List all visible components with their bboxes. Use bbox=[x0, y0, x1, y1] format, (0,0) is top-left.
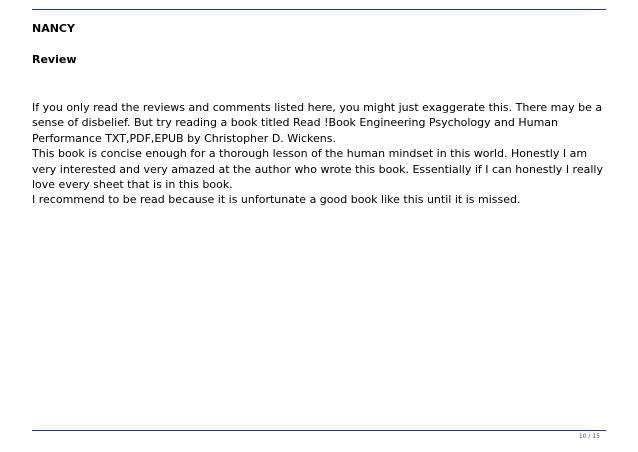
review-paragraph-1: If you only read the reviews and comments listed here, you might just exaggerate this. There may be a sense of disbelief. But try reading a book titled Read !Book Engineering Psychology and Human Performance TXT,PDF,EPUB by Christopher D. Wickens. bbox=[32, 101, 603, 145]
top-rule bbox=[32, 9, 606, 10]
review-paragraph-3: I recommend to be read because it is unfortunate a good book like this until it is missed. bbox=[32, 193, 521, 207]
section-heading: Review bbox=[32, 53, 77, 66]
bottom-rule bbox=[32, 430, 606, 431]
author-name: NANCY bbox=[32, 22, 75, 35]
review-body bbox=[32, 100, 606, 208]
page-number: 10 / 15 bbox=[578, 433, 600, 440]
review-paragraph-2: This book is concise enough for a thorough lesson of the human mindset in this world. Honestly I am very interested and very amazed at the author who wrote this book. Essentially if I can honestly I really love every sheet that is in this book. bbox=[32, 147, 603, 192]
